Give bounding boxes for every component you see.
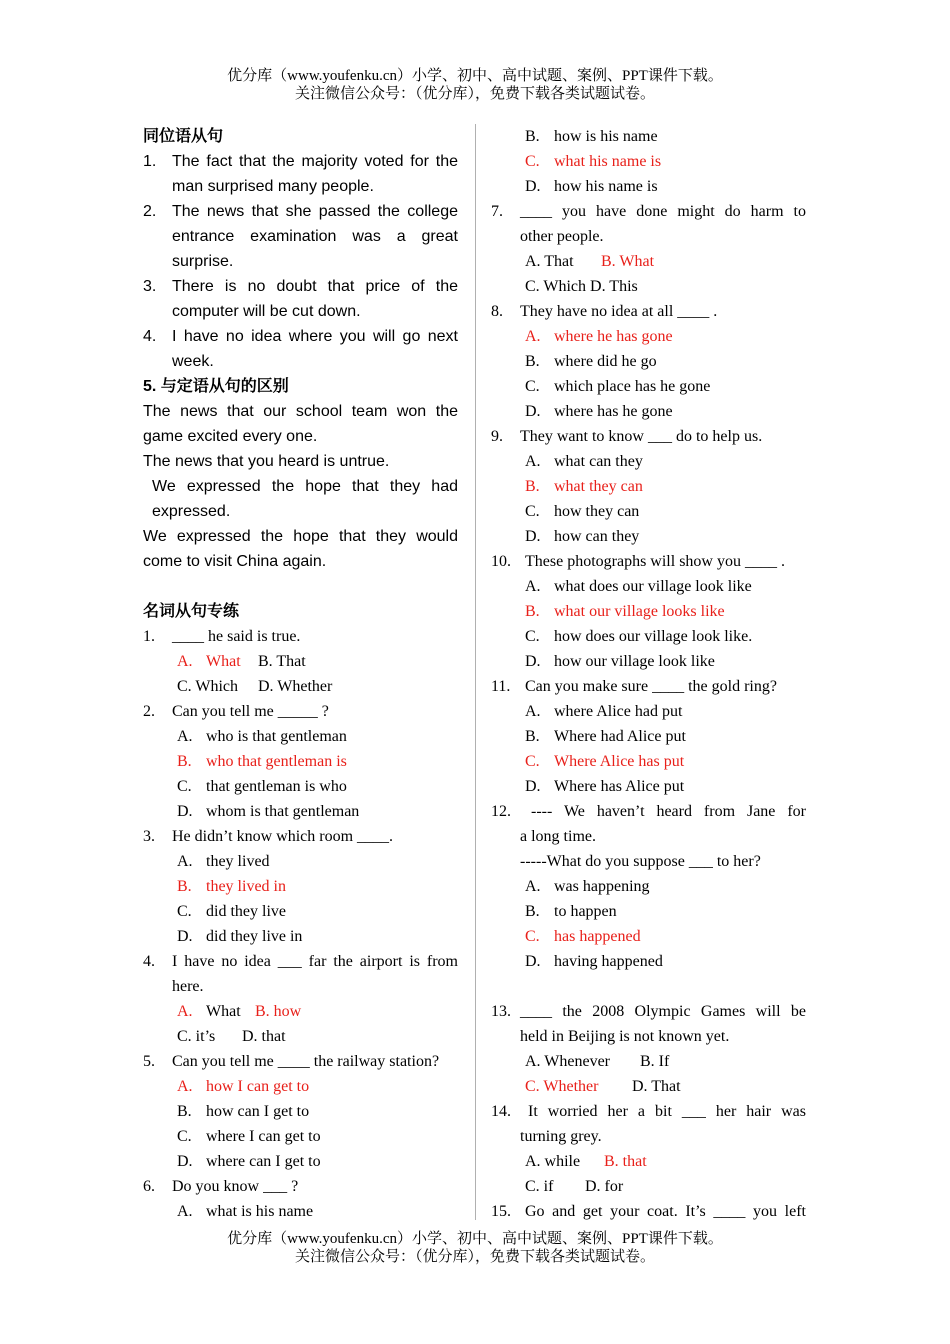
diff-line: come to visit China again.: [143, 553, 327, 570]
option: C. did they live: [177, 903, 286, 920]
diff-line: The news that our school team won the: [143, 403, 458, 420]
diff-line: expressed.: [152, 503, 231, 520]
option: B. where did he go: [525, 353, 657, 370]
option-row: C. Whether D. That: [525, 1078, 681, 1095]
question-stem: 1. ____ he said is true.: [143, 628, 301, 645]
option: D. where has he gone: [525, 403, 673, 420]
example-item: 4. I have no idea where you will go next: [143, 328, 458, 345]
option: B. to happen: [525, 903, 617, 920]
diff-line: We expressed the hope that they had: [152, 478, 458, 495]
section-title-difference: 5. 与定语从句的区别: [143, 378, 289, 395]
question-stem: 3. He didn’t know which room ____.: [143, 828, 394, 845]
option: D. whom is that gentleman: [177, 803, 360, 820]
option: A. was happening: [525, 878, 650, 895]
question-stem: 13. ____ the 2008 Olympic Games will be: [491, 1003, 806, 1020]
diff-line: The news that you heard is untrue.: [143, 453, 390, 470]
option: D. how our village look like: [525, 653, 715, 670]
question-stem: 6. Do you know ___ ?: [143, 1178, 299, 1195]
column-divider: [475, 124, 476, 1220]
footer-line-1: 优分库（www.youfenku.cn）小学、初中、高中试题、案例、PPT课件下载。: [227, 1231, 723, 1247]
option-row: A. What B. how: [177, 1003, 302, 1020]
question-stem: 8. They have no idea at all ____ .: [491, 303, 718, 320]
option: B. how can I get to: [177, 1103, 310, 1120]
option: C. how they can: [525, 503, 640, 520]
option-answer: B. who that gentleman is: [177, 753, 347, 770]
option-answer: C. Where Alice has put: [525, 753, 685, 770]
option: A. what is his name: [177, 1203, 314, 1220]
option-answer: B. what they can: [525, 478, 643, 495]
option-answer: A. where he has gone: [525, 328, 673, 345]
question-stem: 10. These photographs will show you ____ .: [491, 553, 785, 570]
diff-line: game excited every one.: [143, 428, 318, 445]
section-title-appositive: 同位语从句: [143, 128, 224, 145]
section-title-practice: 名词从句专练: [143, 603, 240, 620]
option: A. what can they: [525, 453, 643, 470]
question-stem: 9. They want to know ___ do to help us.: [491, 428, 763, 445]
footer-line-2: 关注微信公众号：（优分库），免费下载各类试题试卷。: [294, 1249, 655, 1265]
option-row: A. Whenever B. If: [525, 1053, 670, 1070]
right-column: B. how is his name C. what his name is D. how his name is 7. ____ you have done might do harm to other people. A. That B. What C. Which D. This 8. They have no idea at all ____ . A. where he has gone B. where did he go C. which place has he gone D. where has he gone 9. They want to know ___ do to help us. A. what can they B. what they can C. how they can D. how can they 10. These photographs will show you ____ . A. what does our village look like B. what our village looks like C. how does our village look like. D. how our village look like 11. Can you make sure ____ the gold ring? A. where Alice had put B. Where had Alice put C. Where Alice has put D. Where has Alice put 12. ---- We haven’t heard from Jane for a long time. -----What do you suppose ___ to her? A. was happening B. to happen C. has happened D. having happened 13. ____ the 2008 Olympic Games will be held in Beijing is not known yet. A. Whenever B. If C. Whether D. That 14. It worried her a bit ___ her hair was turning grey. A. while B. that C. if D. for 15. Go and get your coat. It’s ____ you left: [491, 124, 806, 1224]
option: C. which place has he gone: [525, 378, 711, 395]
option: D. how can they: [525, 528, 640, 545]
option-row: C. if D. for: [525, 1178, 624, 1195]
option-row: C. it’s D. that: [177, 1028, 286, 1045]
option: C. where I can get to: [177, 1128, 321, 1145]
question-stem: 4. I have no idea ___ far the airport is from: [143, 953, 458, 970]
option: D. where can I get to: [177, 1153, 321, 1170]
option-answer: C. what his name is: [525, 153, 662, 170]
option-answer: A. how I can get to: [177, 1078, 310, 1095]
option-row: A. What B. That: [177, 653, 306, 670]
option: D. how his name is: [525, 178, 658, 195]
option-answer: B. they lived in: [177, 878, 286, 895]
example-item: 2. The news that she passed the college: [143, 203, 458, 220]
question-stem: 12. ---- We haven’t heard from Jane for: [491, 803, 806, 820]
option: B. Where had Alice put: [525, 728, 686, 745]
option-answer: C. has happened: [525, 928, 641, 945]
question-stem: 11. Can you make sure ____ the gold ring?: [491, 678, 777, 695]
option: A. who is that gentleman: [177, 728, 347, 745]
diff-line: We expressed the hope that they would: [143, 528, 458, 545]
example-item: 3. There is no doubt that price of the: [143, 278, 458, 295]
example-item: 1. The fact that the majority voted for the: [143, 153, 458, 170]
option-answer: B. what our village looks like: [525, 603, 725, 620]
question-stem: 7. ____ you have done might do harm to: [491, 203, 806, 220]
option: D. Where has Alice put: [525, 778, 685, 795]
option-row: C. Which D. Whether: [177, 678, 333, 695]
header-line-2: 关注微信公众号：（优分库），免费下载各类试题试卷。: [294, 86, 655, 102]
option-row: A. while B. that: [525, 1153, 647, 1170]
option-row: A. That B. What: [525, 253, 655, 270]
header-line-1: 优分库（www.youfenku.cn）小学、初中、高中试题、案例、PPT课件下载。: [227, 68, 723, 84]
option: A. where Alice had put: [525, 703, 683, 720]
option: D. having happened: [525, 953, 663, 970]
option-row: C. Which D. This: [525, 278, 638, 295]
option: C. that gentleman is who: [177, 778, 347, 795]
option: A. they lived: [177, 853, 270, 870]
page-footer: [0, 1230, 950, 1266]
left-column: 同位语从句 1. The fact that the majority voted for the man surprised many people. 2. The news that she passed the college entrance examination was a great surprise. 3. There is no doubt that price of the computer will be cut down. 4. I have no idea where you will go next week. 5. 与定语从句的区别 The news that our school team won the game excited every one. The news that you heard is untrue. We expressed the hope that they had expressed. We expressed the hope that they would come to visit China again. 名词从句专练 1. ____ he said is true. A. What B. That C. Which D. Whether 2. Can you tell me _____ ? A. who is that gentleman B. who that gentleman is C. that gentleman is who D. whom is that gentleman 3. He didn’t know which room ____. A. they lived B. they lived in C. did they live D. did they live in 4. I have no idea ___ far the airport is from here. A. What B. how C. it’s D. that 5. Can you tell me ____ the railway station? A. how I can get to B. how can I get to C. where I can get to D. where can I get to 6. Do you know ___ ? A. what is his name: [143, 124, 458, 1224]
question-stem: 14. It worried her a bit ___ her hair was: [491, 1103, 806, 1120]
option: D. did they live in: [177, 928, 303, 945]
question-stem: 5. Can you tell me ____ the railway station?: [143, 1053, 440, 1070]
page-header: [0, 67, 950, 103]
option: C. how does our village look like.: [525, 628, 753, 645]
option: B. how is his name: [525, 128, 658, 145]
question-stem: 15. Go and get your coat. It’s ____ you left: [491, 1203, 806, 1220]
question-stem: 2. Can you tell me _____ ?: [143, 703, 329, 720]
option: A. what does our village look like: [525, 578, 752, 595]
